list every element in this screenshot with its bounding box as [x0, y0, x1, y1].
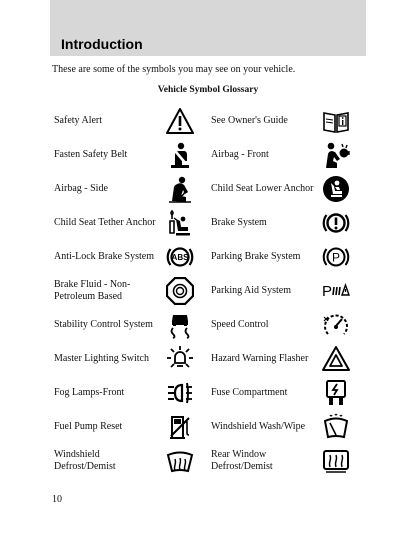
symbol-label: Hazard Warning Flasher — [211, 353, 309, 364]
glossary-row — [0, 138, 416, 172]
child-seat-tether-icon — [166, 209, 194, 237]
section-title: Introduction — [61, 36, 143, 52]
glossary-row — [0, 206, 416, 240]
symbol-label: Safety Alert — [54, 115, 103, 126]
owners-guide-book-icon — [322, 107, 350, 135]
glossary-row — [0, 376, 416, 410]
symbol-label: Fasten Safety Belt — [54, 149, 128, 160]
symbol-label: Child Seat Lower Anchor — [211, 183, 314, 194]
symbol-label: Parking Brake System — [211, 251, 301, 262]
svg-text:P: P — [331, 250, 341, 265]
svg-text:P: P — [322, 283, 333, 300]
svg-text:ABS: ABS — [171, 253, 189, 262]
glossary-row — [0, 410, 416, 444]
symbol-label: Brake System — [211, 217, 267, 228]
symbol-label: Master Lighting Switch — [54, 353, 149, 364]
glossary-title: Vehicle Symbol Glossary — [157, 85, 259, 95]
glossary-row — [0, 444, 416, 478]
windshield-defrost-icon — [166, 447, 194, 475]
page-number: 10 — [52, 494, 62, 505]
symbol-label: Fuel Pump Reset — [54, 421, 123, 432]
glossary-row — [0, 240, 416, 274]
symbol-label: Windshield Defrost/Demist — [54, 449, 116, 472]
hazard-flasher-icon — [322, 345, 350, 373]
symbol-label: Anti-Lock Brake System — [54, 251, 154, 262]
symbol-label: Windshield Wash/Wipe — [211, 421, 306, 432]
glossary-row — [0, 104, 416, 138]
speed-control-icon — [322, 311, 350, 339]
symbol-label: Speed Control — [211, 319, 269, 330]
symbol-label: Rear Window Defrost/Demist — [211, 449, 273, 472]
parking-aid-icon — [322, 277, 350, 305]
symbol-label: Airbag - Side — [54, 183, 108, 194]
symbol-label: Fuse Compartment — [211, 387, 288, 398]
airbag-front-icon — [322, 141, 350, 169]
windshield-wash-wipe-icon — [322, 413, 350, 441]
child-seat-lower-anchor-icon — [322, 175, 350, 203]
brake-system-icon — [322, 209, 350, 237]
intro-text: These are some of the symbols you may see on your vehicle. — [52, 64, 296, 75]
abs-icon — [166, 243, 194, 271]
fuel-pump-reset-icon — [166, 413, 194, 441]
master-lighting-icon — [166, 345, 194, 373]
symbol-label: Airbag - Front — [211, 149, 269, 160]
symbol-label: Parking Aid System — [211, 285, 292, 296]
symbol-label: Fog Lamps-Front — [54, 387, 125, 398]
glossary-row — [0, 342, 416, 376]
glossary-row — [0, 274, 416, 308]
parking-brake-icon — [322, 243, 350, 271]
airbag-side-icon — [166, 175, 194, 203]
brake-fluid-icon — [166, 277, 194, 305]
glossary-row — [0, 172, 416, 206]
rear-window-defrost-icon — [322, 447, 350, 475]
seat-belt-icon — [166, 141, 194, 169]
glossary-row — [0, 308, 416, 342]
symbol-label: Brake Fluid - Non-Petroleum Based — [54, 279, 131, 302]
fuse-compartment-icon — [322, 379, 350, 407]
symbol-label: See Owner's Guide — [211, 115, 288, 126]
stability-control-icon — [166, 311, 194, 339]
fog-lamps-icon — [166, 379, 194, 407]
symbol-label: Child Seat Tether Anchor — [54, 217, 156, 228]
symbol-label: Stability Control System — [54, 319, 153, 330]
safety-alert-triangle-icon — [166, 107, 194, 135]
